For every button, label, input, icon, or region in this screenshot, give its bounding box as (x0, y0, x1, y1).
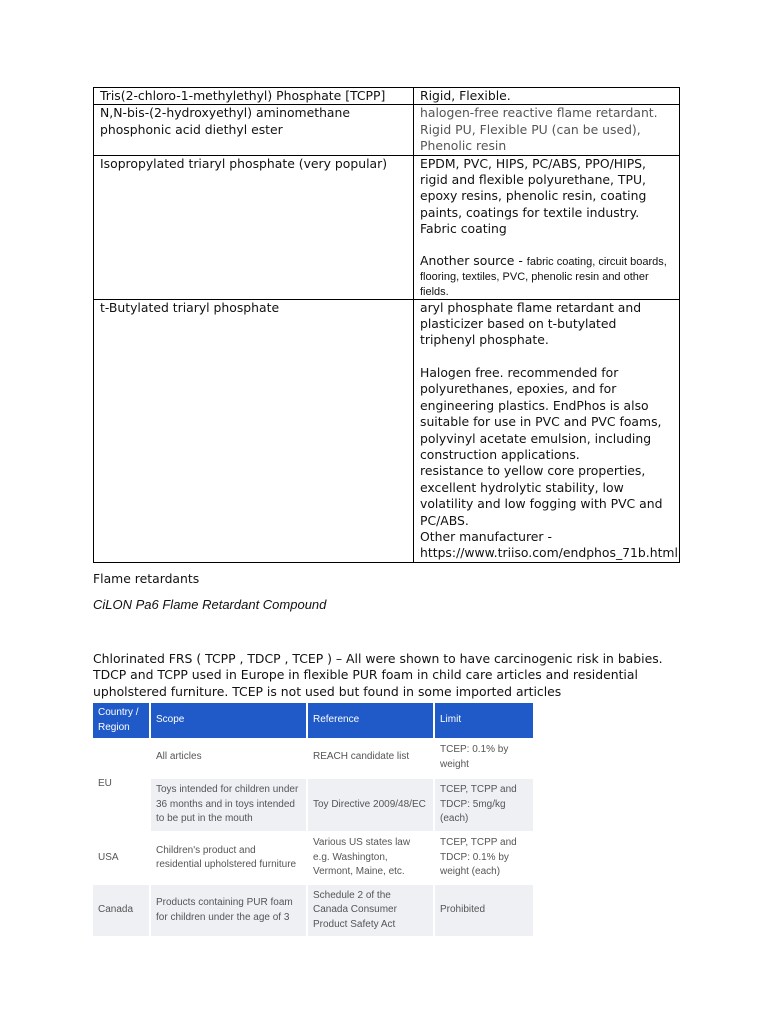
compound-name: Isopropylated triaryl phosphate (very popular) (100, 155, 388, 171)
table-row (93, 778, 534, 832)
column-header-reference: Reference (307, 703, 434, 738)
another-source-details: fabric coating, circuit boards, flooring, textiles, PVC, phenolic resin and other fields. (420, 255, 667, 298)
table-row (93, 738, 534, 778)
reference-cell: REACH candidate list (307, 738, 434, 778)
properties-text: resistance to yellow core properties, excellent hydrolytic stability, low volatility and low fogging with PVC and PC/ABS. (420, 463, 663, 528)
limits-header-row (93, 703, 534, 738)
reference-cell: Toy Directive 2009/48/EC (307, 778, 434, 832)
limit-cell: TCEP, TCPP and TDCP: 5mg/kg (each) (434, 778, 534, 832)
scope-cell: Children's product and residential upholstered furniture (150, 832, 307, 884)
scope-cell: All articles (150, 738, 307, 778)
compound-name: Tris(2-chloro-1-methylethyl) Phosphate [TCPP] (100, 88, 386, 103)
table-row (94, 299, 680, 562)
compound-name-cell (94, 105, 414, 155)
table-row (93, 884, 534, 937)
compound-name-cell (94, 88, 414, 105)
region-cell: Canada (93, 884, 150, 937)
compound-name: t-Butylated triaryl phosphate (100, 299, 280, 315)
compound-name: N,N-bis-(2-hydroxyethyl) aminomethane phosphonic acid diethyl ester (100, 105, 351, 137)
uses-cell (414, 299, 680, 562)
another-source-label: Another source - (420, 252, 527, 268)
another-source-text (420, 254, 673, 299)
uses-text: EPDM, PVC, HIPS, PC/ABS, PPO/HIPS, rigid and flexible polyurethane, TPU, epoxy resins, phenolic resin, coating paints, coatings for textile industry. (420, 155, 647, 220)
uses-text: Rigid, Flexible. (420, 88, 511, 103)
body-paragraph: Chlorinated FRS ( TCPP , TDCP , TCEP ) – All were shown to have carcinogenic risk in babies. TDCP and TCPP used in Europe in flexible PUR foam in child care articles and residential upholstered furniture. TCEP is not used but found in some imported articles (93, 651, 663, 699)
section-subheading: CiLON Pa6 Flame Retardant Compound (93, 597, 327, 612)
manufacturer-text: Other manufacturer - https://www.triiso.com/endphos_71b.html (420, 528, 678, 561)
uses-cell (414, 105, 680, 155)
region-cell: USA (93, 832, 150, 884)
uses-cell (414, 155, 680, 299)
uses-text: aryl phosphate flame retardant and plasticizer based on t-butylated triphenyl phosphate. (420, 299, 642, 348)
limit-cell: Prohibited (434, 884, 534, 937)
regulatory-limits-table (93, 703, 535, 938)
column-header-limit: Limit (434, 703, 534, 738)
compound-name-cell (94, 299, 414, 562)
table-row (94, 88, 680, 105)
section-heading: Flame retardants (93, 571, 200, 586)
column-header-region: Country / Region (93, 703, 150, 738)
region-cell: EU (93, 738, 150, 832)
flame-retardant-table (93, 87, 680, 563)
table-row (93, 832, 534, 884)
scope-cell: Toys intended for children under 36 months and in toys intended to be put in the mouth (150, 778, 307, 832)
uses-cell (414, 88, 680, 105)
uses-text: Fabric coating (420, 221, 507, 237)
uses-text: halogen-free reactive flame retardant. (420, 105, 658, 121)
table-row (94, 105, 680, 155)
scope-cell: Products containing PUR foam for children under the age of 3 (150, 884, 307, 937)
uses-text: Phenolic resin (420, 138, 507, 154)
compound-name-cell (94, 155, 414, 299)
uses-text: Rigid PU, Flexible PU (can be used), (420, 121, 641, 137)
details-text: Halogen free. recommended for polyurethanes, epoxies, and for engineering plastics. EndPhos is also suitable for use in PVC and PVC foams, polyvinyl acetate emulsion, including construction applications. (420, 364, 662, 462)
column-header-scope: Scope (150, 703, 307, 738)
limit-cell: TCEP: 0.1% by weight (434, 738, 534, 778)
limit-cell: TCEP, TCPP and TDCP: 0.1% by weight (each) (434, 832, 534, 884)
table-row (94, 155, 680, 299)
reference-cell: Schedule 2 of the Canada Consumer Product Safety Act (307, 884, 434, 937)
reference-cell: Various US states law e.g. Washington, Vermont, Maine, etc. (307, 832, 434, 884)
